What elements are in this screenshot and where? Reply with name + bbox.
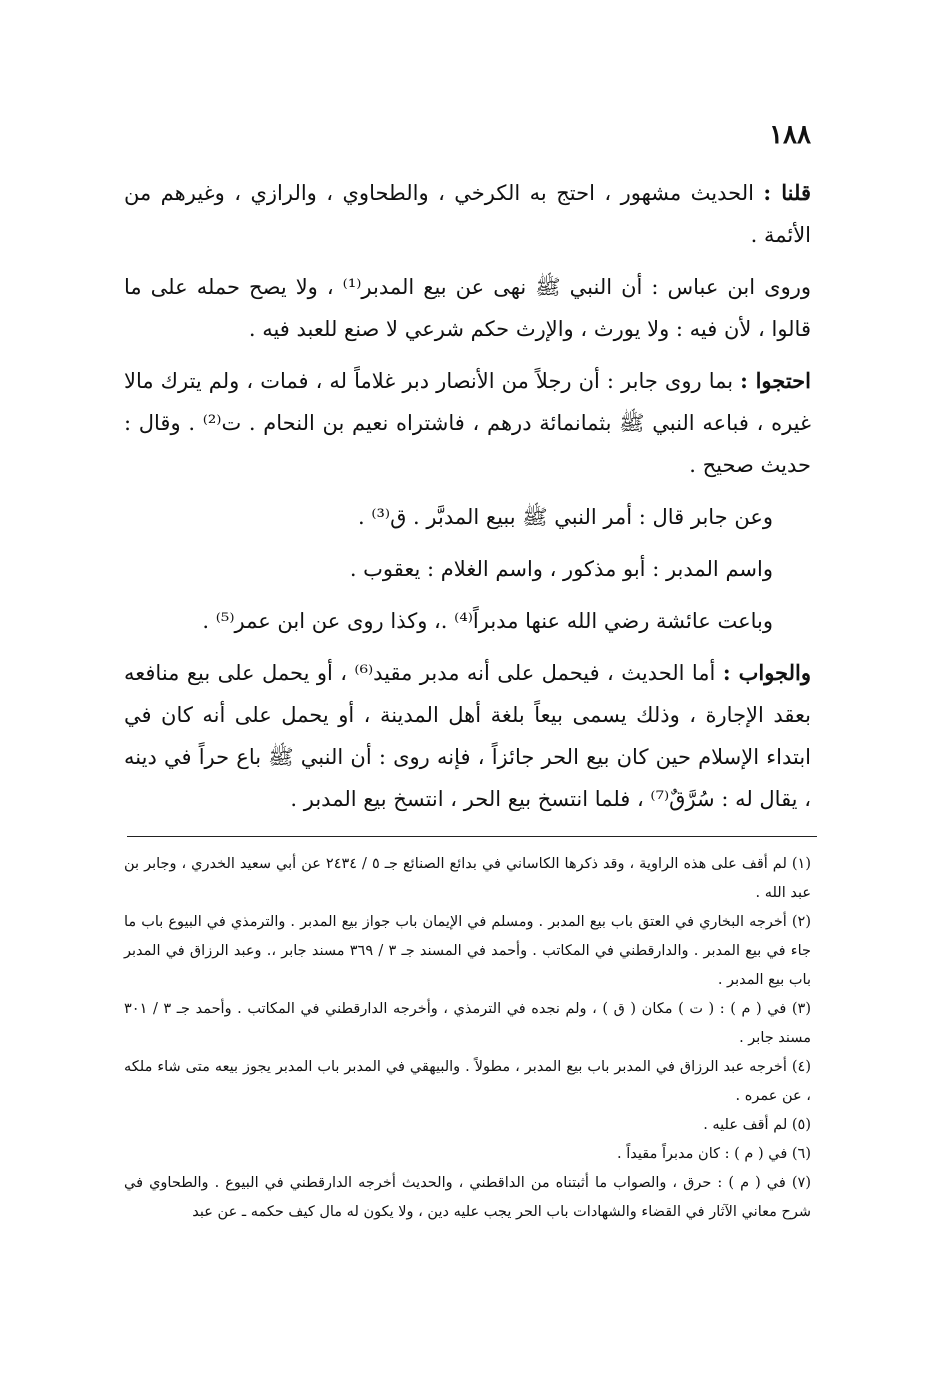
paragraph-text: أما الحديث ، فيحمل على أنه مدبر مقيد⁽⁶⁾ ، أو يحمل على بيع منافعه بعقد الإجارة ، وذلك يسمى بيعاً بلغة أهل المدينة ، أو يحمل على أنه كان في ابتداء الإسلام حين كان بيع الحر جائزاً ، فإنه روى : أن النبي ﷺ باع حراً في دينه ، يقال له : سُرَّقٌ⁽⁷⁾ ، فلما انتسخ بيع الحر ، انتسخ بيع المدبر . [124,661,811,811]
footnote-separator [127,836,817,837]
paragraph [124,172,811,256]
main-text [124,172,811,830]
paragraph [124,652,811,820]
paragraph [124,548,811,590]
footnote: (٥) لم أقف عليه . [703,1117,811,1133]
footnote: (٤) أخرجه عبد الرزاق في المدبر باب بيع المدبر ، مطولاً . والبيهقي في المدبر باب المدبر يجوز بيعه متى شاء ملكه ، عن عمره . [124,1059,811,1104]
footnotes [124,850,811,1227]
footnote: (٣) في ( م ) : ( ت ) مكان ( ق ) ، ولم نجده في الترمذي ، وأخرجه الدارقطني في المكاتب . وأحمد جـ ٣ / ٣٠١ مسند جابر . [124,1001,811,1046]
paragraph-lead: احتجوا : [740,368,811,393]
footnote: (٢) أخرجه البخاري في العتق باب بيع المدبر . ومسلم في الإيمان باب جواز بيع المدبر . والترمذي في البيوع باب ما جاء في بيع المدبر . والدارقطني في المكاتب . وأحمد في المسند جـ ٣ / ٣٦٩ مسند جابر ،. وعبد الرزاق في المدبر باب بيع المدبر . [124,914,811,988]
paragraph [124,496,811,538]
paragraph [124,600,811,642]
page-number: ١٨٨ [769,120,811,150]
paragraph [124,266,811,350]
paragraph-text: وروى ابن عباس : أن النبي ﷺ نهى عن بيع المدبر⁽¹⁾ ، ولا يصح حمله على ما قالوا ، لأن فيه : ولا يورث ، والإرث حكم شرعي لا صنع للعبد فيه . [124,275,811,341]
paragraph-text: وعن جابر قال : أمر النبي ﷺ ببيع المدبَّر . ق⁽³⁾ . [357,505,773,529]
footnote: (٧) في ( م ) : حرق ، والصواب ما أثبتناه من الداقطني ، والحديث أخرجه الدارقطني في البيوع . والطحاوي في شرح معاني الآثار في القضاء والشهادات باب الحر يجب عليه دين ، ولا يكون له مال كيف حكمه ـ عن عبد [124,1175,811,1220]
paragraph-lead: قلنا : [763,180,811,205]
paragraph-text: بما روى جابر : أن رجلاً من الأنصار دبر غلاماً له ، فمات ، ولم يترك مالا غيره ، فباعه النبي ﷺ بثمانمائة درهم ، فاشتراه نعيم بن النحام . ت⁽²⁾ . وقال : حديث صحيح . [124,369,811,477]
paragraph-text: وباعت عائشة رضي الله عنها مدبراً⁽⁴⁾ .، وكذا روى عن ابن عمر⁽⁵⁾ . [202,609,773,633]
paragraph [124,360,811,486]
footnote: (١) لم أقف على هذه الراوية ، وقد ذكرها الكاساني في بدائع الصنائع جـ ٥ / ٢٤٣٤ عن أبي سعيد الخدري ، وجابر بن عبد الله . [124,856,811,901]
footnote: (٦) في ( م ) : كان مدبراً مقيداً . [617,1146,811,1162]
paragraph-lead: والجواب : [722,660,811,685]
paragraph-text: الحديث مشهور ، احتج به الكرخي ، والطحاوي ، والرازي ، وغيرهم من الأئمة . [124,181,811,247]
paragraph-text: واسم المدبر : أبو مذكور ، واسم الغلام : يعقوب . [349,557,773,581]
